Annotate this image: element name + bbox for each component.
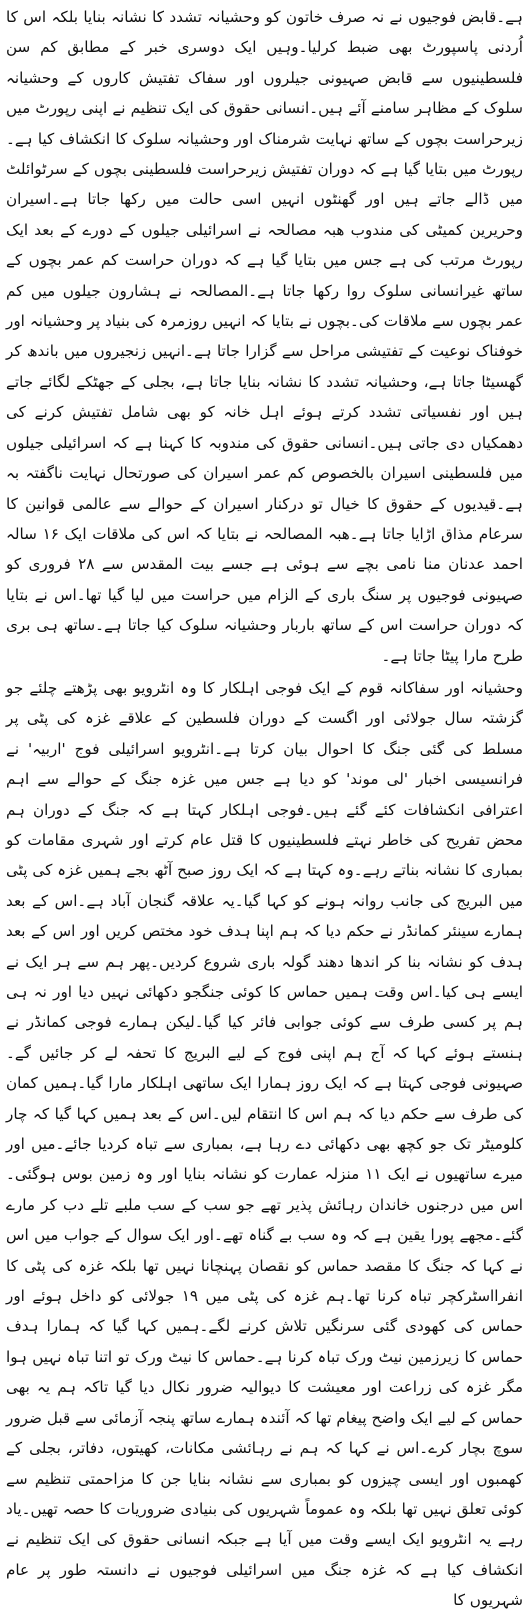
paragraph-soldier-interview: وحشیانہ اور سفاکانہ قوم کے ایک فوجی اہلکار کا وہ انٹرویو بھی پڑھتے چلئے جو گزشتہ سال جولائی اور اگست کے دوران فلسطین کے علاقے غزہ کی پٹی پر مسلط کی گئی جنگ کا احوال بیان کرتا ہے۔انٹرویو اسرائیلی فوج 'اربیہ' نے فرانسیسی اخبار 'لی موند' کو دیا ہے جس میں غزہ جنگ کے حوالے سے اہم اعترافی انکشافات کئے گئے ہیں۔فوجی اہلکار کہتا ہے کہ جنگ کے دوران ہم محض تفریح کی خاطر نہتے فلسطینیوں کا قتل عام کرتے اور شہری مقامات کو بمباری کا نشانہ بناتے رہے۔وہ کہتا ہے کہ ایک روز صبح آٹھ بجے ہمیں غزہ کی پٹی میں البریج کی جانب روانہ ہونے کو کہا گیا۔یہ علاقہ گنجان آباد ہے۔اس کے بعد ہمارے سینئر کمانڈر نے حکم دیا کہ ہم اپنا ہدف خود مختص کریں اور اس کے بعد ہدف کو نشانہ بنا کر اندھا دھند گولہ باری شروع کردیں۔پھر ہم سے ہر ایک نے ایسے ہی کیا۔اس وقت ہمیں حماس کا کوئی جنگجو دکھائی نہیں دیا اور نہ ہی ہم پر کسی طرف سے کوئی جوابی فائر کیا گیا۔لیکن ہمارے فوجی کمانڈر نے ہنستے ہوئے کہا کہ آج ہم اپنی فوج کے لیے البریج کا تحفہ لے کر جائیں گے۔صہیونی فوجی کہتا ہے کہ ایک روز ہمارا ایک ساتھی اہلکار مارا گیا۔ہمیں کمان کی طرف سے حکم دیا کہ ہم اس کا انتقام لیں۔اس کے بعد ہمیں کہا گیا کہ چار کلومیٹر تک جو کچھ بھی دکھائی دے رہا ہے، بمباری سے تباہ کردیا جائے۔میں اور میرے ساتھیوں نے ایک ۱۱ منزلہ عمارت کو نشانہ بنایا اور وہ زمین بوس ہوگئی۔اس میں درجنوں خاندان رہائش پذیر تھے جو سب کے سب ملبے تلے دب کر مارے گئے۔مجھے پورا یقین ہے کہ وہ سب بے گناہ تھے۔اور ایک سوال کے جواب میں اس نے کہا کہ جنگ کا مقصد حماس کو نقصان پہنچانا نہیں تھا بلکہ غزہ کی پٹی کا انفرااسٹرکچر تباہ کرنا تھا۔ہم غزہ کی پٹی میں ۱۹ جولائی کو داخل ہوئے اور حماس کی کھودی گئی سرنگیں تلاش کرنے لگے۔ہمیں کہا گیا کہ ہمارا ہدف حماس کا زیرزمین نیٹ ورک تباہ کرنا ہے۔حماس کا نیٹ ورک تو اتنا تباہ نہیں ہوا مگر غزہ کی زراعت اور معیشت کا دیوالیہ ضرور نکال دیا گیا تاکہ ہم یہ بھی حماس کے لیے ایک واضح پیغام تھا کہ آئندہ ہمارے ساتھ پنجہ آزمائی سے قبل ضرور سوچ بچار کرے۔اس نے کہا کہ ہم نے رہائشی مکانات، کھیتوں، دفاتر، بجلی کے کھمبوں اور ایسی چیزوں کو بمباری سے نشانہ بنایا جن کا مزاحمتی تنظیم سے کوئی تعلق نہیں تھا بلکہ وہ عموماً شہریوں کی بنیادی ضروریات کا حصہ تھیں۔یاد رہے یہ انٹرویو ایک ایسے وقت میں آیا ہے جبکہ انسانی حقوق کی ایک تنظیم نے انکشاف کیا ہے کہ غزہ جنگ میں اسرائیلی فوجیوں نے دانستہ طور پر عام شہریوں کا: [6, 678, 523, 1610]
article-body: [6, 2, 523, 1616]
paragraph-detained-children-report: ہے۔قابض فوجیوں نے نہ صرف خاتون کو وحشیانہ تشدد کا نشانہ بنایا بلکہ اس کا اُردنی پاسپورٹ بھی ضبط کرلیا۔وہیں ایک دوسری خبر کے مطابق کم سن فلسطینیوں سے قابض صہیونی جیلروں اور سفاک تفتیش کاروں کے وحشیانہ سلوک کے مظاہر سامنے آئے ہیں۔انسانی حقوق کی ایک تنظیم نے اپنی رپورٹ میں زیرحراست بچوں کے ساتھ نہایت شرمناک اور وحشیانہ سلوک کا انکشاف کیا ہے۔رپورٹ میں بتایا گیا ہے کہ دوران تفتیش زیرحراست فلسطینی بچوں کے سرٹوائلٹ میں ڈالے جاتے ہیں اور گھنٹوں انہیں اسی حالت میں رکھا جاتا ہے۔اسیران وحریرین کمیٹی کی مندوب ھبہ مصالحہ نے اسرائیلی جیلوں کے دورے کے بعد ایک رپورٹ مرتب کی ہے جس میں بتایا گیا ہے کہ دوران حراست کم عمر بچوں کے ساتھ غیرانسانی سلوک روا رکھا جاتا ہے۔المصالحہ نے ہشارون جیلوں میں کم عمر بچوں سے ملاقات کی۔بچوں نے بتایا کہ انہیں روزمرہ کی بنیاد پر وحشیانہ اور خوفناک نوعیت کے تفتیشی مراحل سے گزارا جاتا ہے۔انہیں زنجیروں میں باندھ کر گھسیٹا جاتا ہے، وحشیانہ تشدد کا نشانہ بنایا جاتا ہے، بجلی کے جھٹکے لگائے جاتے ہیں اور نفسیاتی تشدد کرتے ہوئے اہل خانہ کو بھی شامل تفتیش کرنے کی دھمکیاں دی جاتی ہیں۔انسانی حقوق کی مندوبہ کا کہنا ہے کہ اسرائیلی جیلوں میں فلسطینی اسیران بالخصوص کم عمر اسیران کی صورتحال نہایت ناگفتہ بہ ہے۔قیدیوں کے حقوق کا خیال تو درکنار اسیران کے حوالے سے عالمی قوانین کا سرعام مذاق اڑایا جاتا ہے۔ھبہ المصالحہ نے بتایا کہ اس کی ملاقات ایک ۱۶ سالہ احمد عدنان منا نامی بچے سے ہوئی ہے جسے بیت المقدس سے ۲۸ فروری کو صہیونی فوجیوں پر سنگ باری کے الزام میں حراست میں لیا گیا تھا۔اس نے بتایا کہ دوران حراست اس کے ساتھ باربار وحشیانہ سلوک کیا جاتا ہے۔ساتھ ہی بری طرح مارا پیٹا جاتا ہے۔: [6, 8, 523, 665]
